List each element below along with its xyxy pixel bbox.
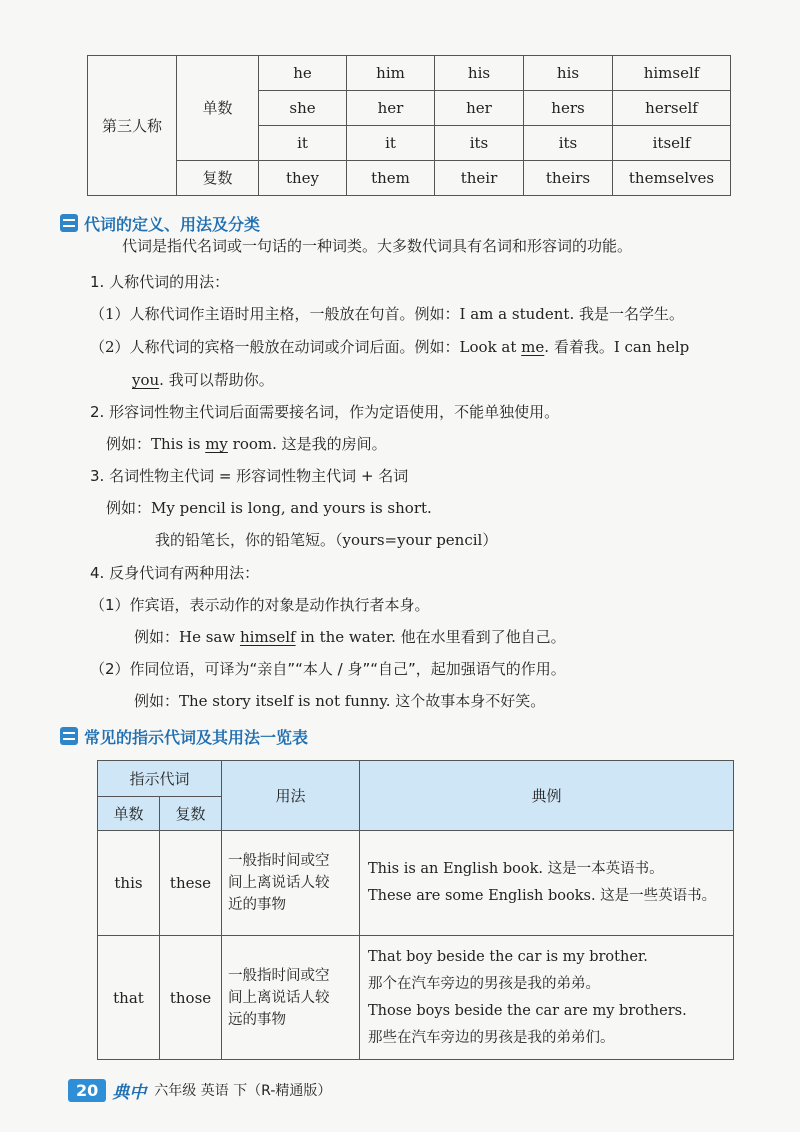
underlined-word: me [521,338,545,356]
section-header-demonstratives [60,725,308,747]
point-4-2-example: 例如：The story itself is not funny. 这个故事本身不好笑。 [134,692,546,710]
table-cell: its [524,126,613,161]
table-cell: herself [613,91,731,126]
text-span: 例如：He saw [134,628,240,646]
demonstrative-table [97,760,734,1060]
pronoun-table [87,55,731,196]
section-title: 常见的指示代词及其用法一览表 [84,727,309,747]
table-cell: her [435,91,524,126]
text-span: （2）人称代词的宾格一般放在动词或介词后面。例如：Look at [90,338,522,356]
text-span: . 看着我。I can help [544,338,690,356]
table-row [88,161,731,196]
table-cell: themselves [613,161,731,196]
page-number: 20 [68,1079,106,1102]
example-line: Those boys beside the car are my brothers. [368,1002,687,1019]
table-cell: it [259,126,347,161]
usage-cell [222,831,360,936]
usage-cell [222,936,360,1060]
table-cell: his [524,56,613,91]
text-span: 例如：This is [106,435,206,453]
point-1-2-cont [132,370,274,390]
point-2-example [106,434,387,454]
table-header-row [98,761,734,797]
point-4-1: （1）作宾语，表示动作的对象是动作执行者本身。 [90,596,430,614]
table-row [98,936,734,1060]
underlined-word: you [132,371,160,389]
example-line: 那个在汽车旁边的男孩是我的弟弟。 [368,975,600,992]
point-3-example: 例如：My pencil is long, and yours is short. [106,499,432,517]
plural-label: 复数 [177,161,259,196]
third-person-label: 第三人称 [88,56,177,196]
example-line: 那些在汽车旁边的男孩是我的弟弟们。 [368,1029,615,1046]
underlined-word: himself [239,628,296,646]
point-2-title: 2. 形容词性物主代词后面需要接名词，作为定语使用，不能单独使用。 [90,403,560,421]
usage-line: 近的事物 [228,897,286,913]
table-row [88,56,731,91]
usage-line: 远的事物 [228,1011,286,1028]
singular-label: 单数 [177,56,259,161]
example-line: This is an English book. 这是一本英语书。 [368,861,664,877]
underlined-word: my [205,435,228,453]
section-title: 代词的定义、用法及分类 [84,214,261,234]
plural-cell: those [160,936,222,1060]
example-line: That boy beside the car is my brother. [368,948,648,965]
table-cell: itself [613,126,731,161]
example-cell [360,936,734,1060]
table-cell: hers [524,91,613,126]
table-cell: he [259,56,347,91]
table-cell: she [259,91,347,126]
text-span: . 我可以帮助你。 [159,371,274,389]
table-cell: their [435,161,524,196]
header-demonstrative: 指示代词 [98,761,222,797]
point-1-2 [90,337,689,357]
point-4-title: 4. 反身代词有两种用法： [90,564,260,582]
section-header-pronoun-definition [60,212,260,234]
table-cell: its [435,126,524,161]
header-example: 典例 [360,761,734,831]
page-footer [68,1077,331,1103]
header-usage: 用法 [222,761,360,831]
usage-line: 间上离说话人较 [228,989,330,1006]
text-span: in the water. 他在水里看到了他自己。 [295,628,566,646]
intro-paragraph: 代词是指代名词或一句话的一种词类。大多数代词具有名词和形容词的功能。 [122,237,633,255]
header-singular: 单数 [98,797,160,831]
book-info: 六年级 英语 下（R-精通版） [154,1083,332,1099]
table-cell: himself [613,56,731,91]
plural-cell: these [160,831,222,936]
section-list-icon [60,727,78,745]
brand-logo: 典中 [112,1082,147,1103]
example-cell [360,831,734,936]
usage-line: 一般指时间或空 [228,967,330,984]
text-span: room. 这是我的房间。 [227,435,387,453]
table-cell: it [347,126,435,161]
example-line: These are some English books. 这是一些英语书。 [368,888,717,904]
table-cell: his [435,56,524,91]
point-4-2: （2）作同位语，可译为“亲自”“本人 / 身”“自己”，起加强语气的作用。 [90,660,566,678]
table-cell: her [347,91,435,126]
table-cell: theirs [524,161,613,196]
header-plural: 复数 [160,797,222,831]
table-cell: they [259,161,347,196]
point-1-1: （1）人称代词作主语时用主格，一般放在句首。例如：I am a student. 我是一名学生。 [90,305,684,323]
point-4-1-example [134,627,566,647]
point-1-title: 1. 人称代词的用法： [90,273,230,291]
point-3-example-zh: 我的铅笔长，你的铅笔短。（yours=your pencil） [155,531,498,549]
table-row [98,831,734,936]
point-3-title: 3. 名词性物主代词 = 形容词性物主代词 + 名词 [90,467,409,485]
singular-cell: that [98,936,160,1060]
table-cell: them [347,161,435,196]
usage-line: 一般指时间或空 [228,853,330,869]
singular-cell: this [98,831,160,936]
section-list-icon [60,214,78,232]
usage-line: 间上离说话人较 [228,875,330,891]
table-cell: him [347,56,435,91]
